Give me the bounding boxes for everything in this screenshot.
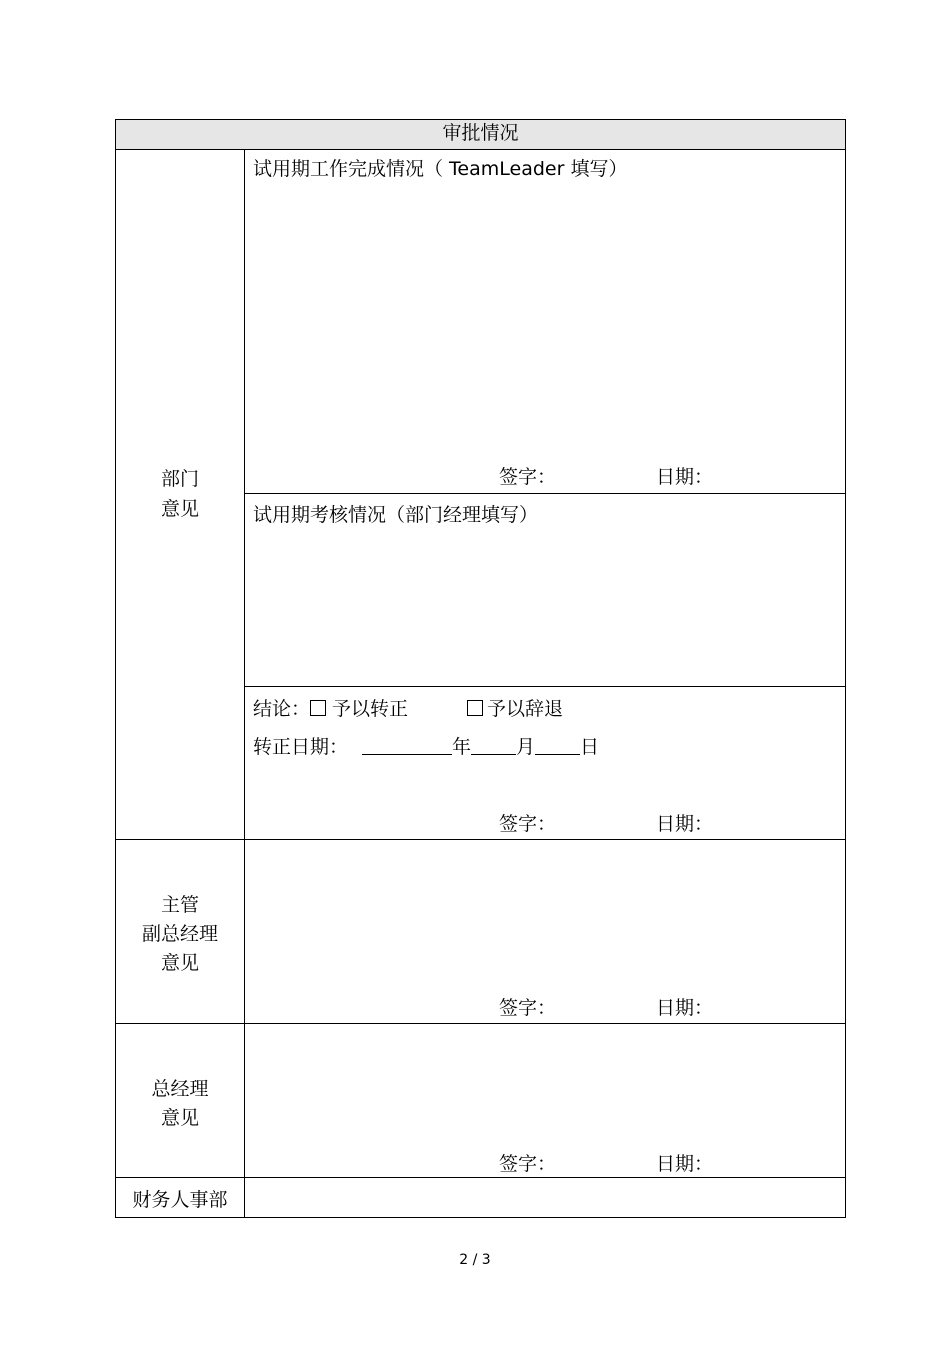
dismiss-option-label: 予以辞退	[487, 698, 564, 720]
day-field[interactable]	[535, 736, 580, 755]
page-number: 2 / 3	[459, 1252, 491, 1268]
confirm-option-label: 予以转正	[332, 698, 409, 720]
conclusion-row	[253, 698, 408, 720]
year-label: 年	[452, 736, 472, 758]
vp-label-line3: 意见	[160, 952, 199, 974]
conclusion-date-label: 日期：	[656, 813, 714, 835]
gm-label-line1: 总经理	[151, 1078, 209, 1100]
table-border-right	[845, 119, 846, 1218]
year-field[interactable]	[362, 736, 452, 755]
vp-label-line2: 副总经理	[141, 923, 218, 945]
day-label: 日	[580, 736, 600, 758]
department-label-line2: 意见	[160, 498, 199, 520]
work-date-label: 日期：	[656, 466, 714, 488]
vp-row-divider	[115, 1023, 846, 1024]
gm-row-divider	[115, 1177, 846, 1178]
finance-hr-label: 财务人事部	[132, 1189, 228, 1211]
table-border-left	[115, 119, 116, 1218]
gm-signature-label: 签字：	[499, 1153, 557, 1175]
vp-date-label: 日期：	[656, 997, 714, 1019]
department-row-divider	[115, 839, 846, 840]
gm-label-line2: 意见	[160, 1107, 199, 1129]
confirm-checkbox[interactable]	[310, 700, 326, 716]
work-section-title: 试用期工作完成情况（ TeamLeader 填写）	[253, 158, 628, 180]
month-field[interactable]	[471, 736, 516, 755]
work-section-divider	[244, 493, 846, 494]
assessment-section-divider	[244, 686, 846, 687]
header-title: 审批情况	[442, 122, 519, 144]
work-signature-label: 签字：	[499, 466, 557, 488]
regularization-date-row	[253, 736, 599, 758]
regularization-date-label: 转正日期：	[253, 736, 349, 758]
assessment-section-title: 试用期考核情况（部门经理填写）	[253, 504, 539, 526]
conclusion-label: 结论：	[253, 698, 311, 720]
conclusion-signature-label: 签字：	[499, 813, 557, 835]
label-column-divider	[244, 149, 245, 1218]
dismiss-option	[467, 698, 563, 720]
header-divider	[115, 149, 846, 150]
vp-signature-label: 签字：	[499, 997, 557, 1019]
vp-label-line1: 主管	[160, 894, 199, 916]
table-border-bottom	[115, 1217, 846, 1218]
dismiss-checkbox[interactable]	[467, 700, 483, 716]
department-label-line1: 部门	[160, 468, 199, 490]
month-label: 月	[516, 736, 536, 758]
table-border-top	[115, 119, 846, 120]
gm-date-label: 日期：	[656, 1153, 714, 1175]
